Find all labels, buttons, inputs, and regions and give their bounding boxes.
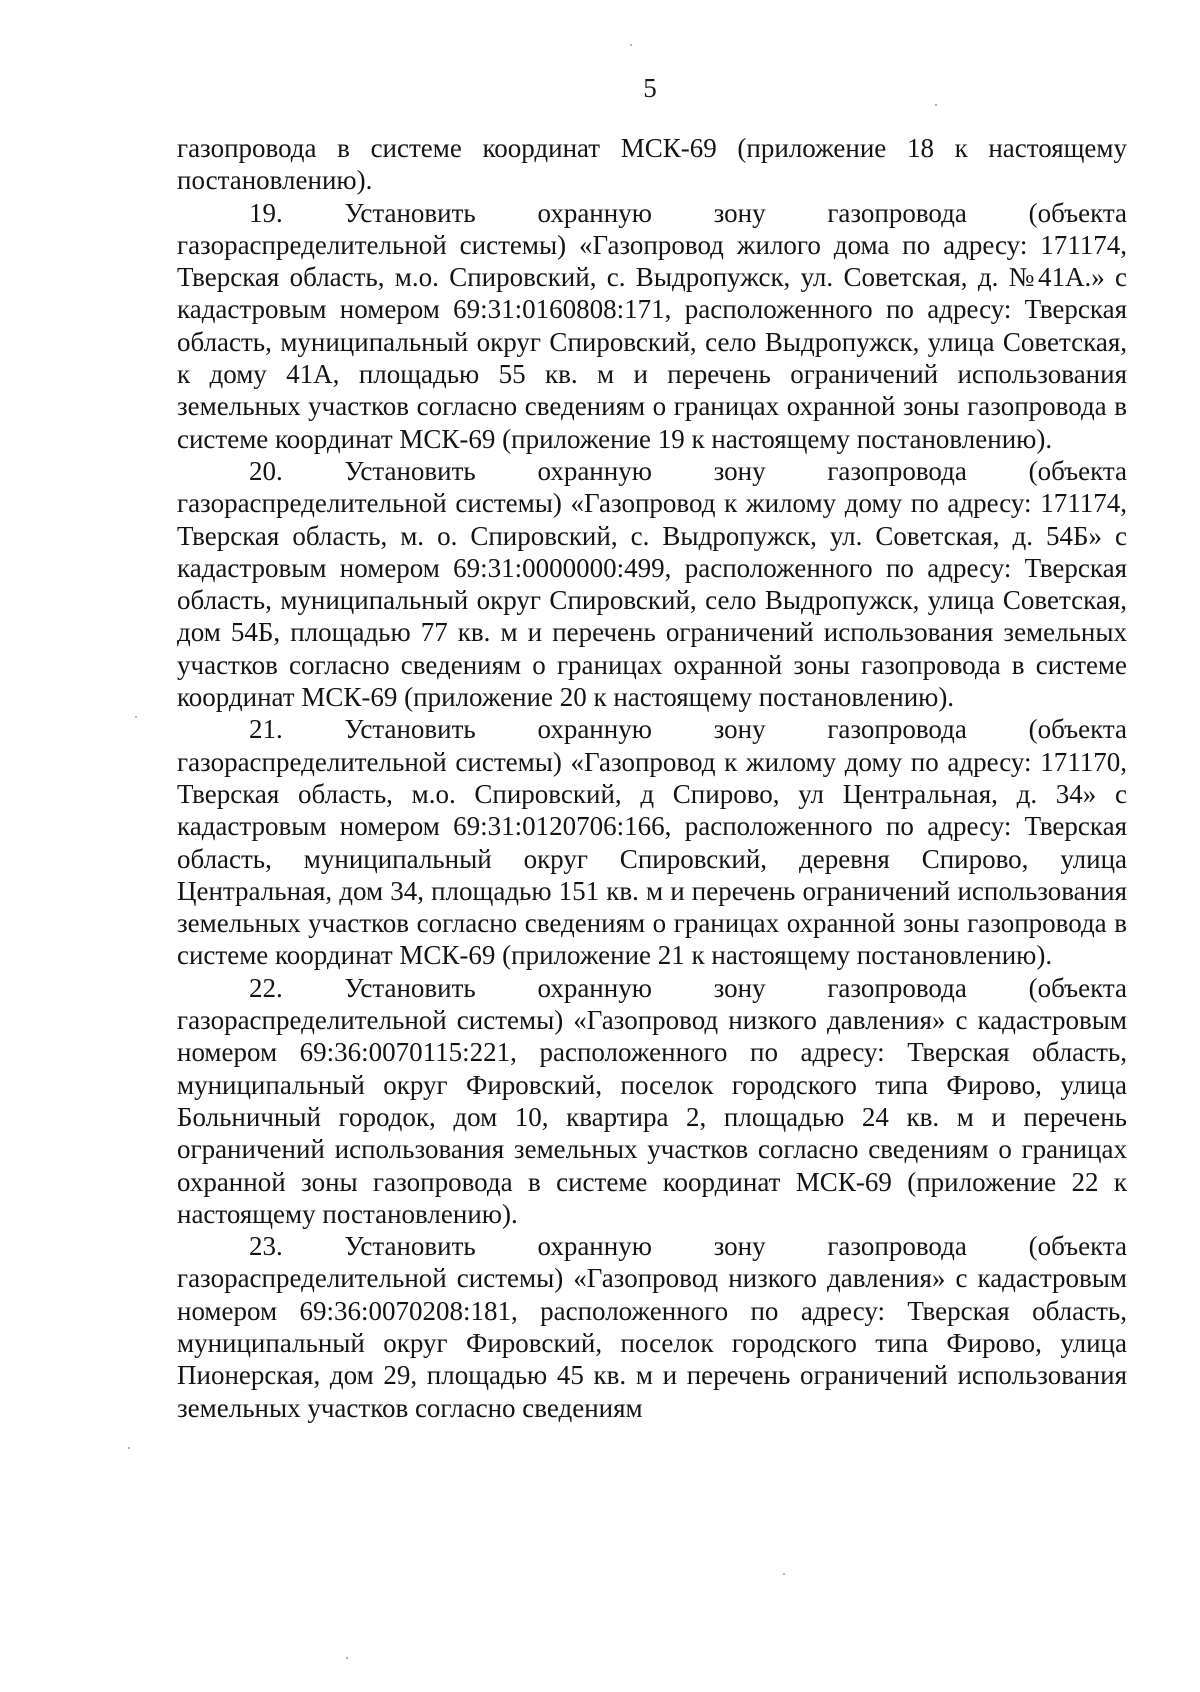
- paragraph-23: [177, 1230, 1127, 1424]
- paragraph-19: [177, 197, 1127, 455]
- paragraph-number: 21.: [249, 714, 283, 745]
- scan-speck: [346, 1657, 348, 1659]
- paragraph-number: 20.: [249, 455, 283, 486]
- paragraph-20: [177, 455, 1127, 713]
- paragraph-text: газопровода в системе координат МСК-69 (приложение 18 к настоящему постановлению).: [177, 133, 1127, 196]
- paragraph-text: Установить охранную зону газопровода (объекта газораспределительной системы) «Газопровод жилого дома по адресу: 171174, Тверская область, м.о. Спировский, с. Выдропужск, ул. Советская, д. №41А.» с кадастровым номером 69:31:0160808:171, расположенного по адресу: Тверская область, муниципальный округ Спировский, село Выдропужск, улица Советская, к дому 41А, площадью 55 кв. м и перечень ограничений использования земельных участков согласно сведениям о границах охранной зоны газопровода в системе координат МСК-69 (приложение 19 к настоящему постановлению).: [177, 197, 1127, 454]
- document-body: [177, 132, 1127, 1424]
- paragraph-22: [177, 972, 1127, 1230]
- scan-speck: [630, 44, 632, 46]
- paragraph-21: [177, 713, 1127, 971]
- paragraph-number: 19.: [249, 197, 283, 228]
- paragraph-number: 23.: [249, 1231, 283, 1262]
- paragraph-text: Установить охранную зону газопровода (объекта газораспределительной системы) «Газопровод низкого давления» с кадастровым номером 69:36:0070115:221, расположенного по адресу: Тверская область, муниципальный округ Фировский, поселок городского типа Фирово, улица Больничный городок, дом 10, квартира 2, площадью 24 кв. м и перечень ограничений использования земельных участков согласно сведениям о границах охранной зоны газопровода в системе координат МСК-69 (приложение 22 к настоящему постановлению).: [177, 972, 1127, 1229]
- scan-speck: [128, 1447, 130, 1449]
- paragraph-number: 22.: [249, 972, 283, 1003]
- scan-speck: [935, 104, 937, 106]
- paragraph-text: Установить охранную зону газопровода (объекта газораспределительной системы) «Газопровод к жилому дому по адресу: 171170, Тверская область, м.о. Спировский, д Спирово, ул Центральная, д. 34» с кадастровым номером 69:31:0120706:166, расположенного по адресу: Тверская область, муниципальный округ Спировский, деревня Спирово, улица Центральная, дом 34, площадью 151 кв. м и перечень ограничений использования земельных участков согласно сведениям о границах охранной зоны газопровода в системе координат МСК-69 (приложение 21 к настоящему постановлению).: [177, 714, 1127, 971]
- paragraph-continuation: [177, 132, 1127, 197]
- scan-speck: [783, 1573, 785, 1575]
- page-number: 5: [643, 73, 657, 103]
- paragraph-text: Установить охранную зону газопровода (объекта газораспределительной системы) «Газопровод к жилому дому по адресу: 171174, Тверская область, м. о. Спировский, с. Выдропужск, ул. Советская, д. 54Б» с кадастровым номером 69:31:0000000:499, расположенного по адресу: Тверская область, муниципальный округ Спировский, село Выдропужск, улица Советская, дом 54Б, площадью 77 кв. м и перечень ограничений использования земельных участков согласно сведениям о границах охранной зоны газопровода в системе координат МСК-69 (приложение 20 к настоящему постановлению).: [177, 455, 1127, 713]
- scan-speck: [135, 716, 137, 718]
- paragraph-text: Установить охранную зону газопровода (объекта газораспределительной системы) «Газопровод низкого давления» с кадастровым номером 69:36:0070208:181, расположенного по адресу: Тверская область, муниципальный округ Фировский, поселок городского типа Фирово, улица Пионерская, дом 29, площадью 45 кв. м и перечень ограничений использования земельных участков согласно сведениям: [177, 1231, 1127, 1423]
